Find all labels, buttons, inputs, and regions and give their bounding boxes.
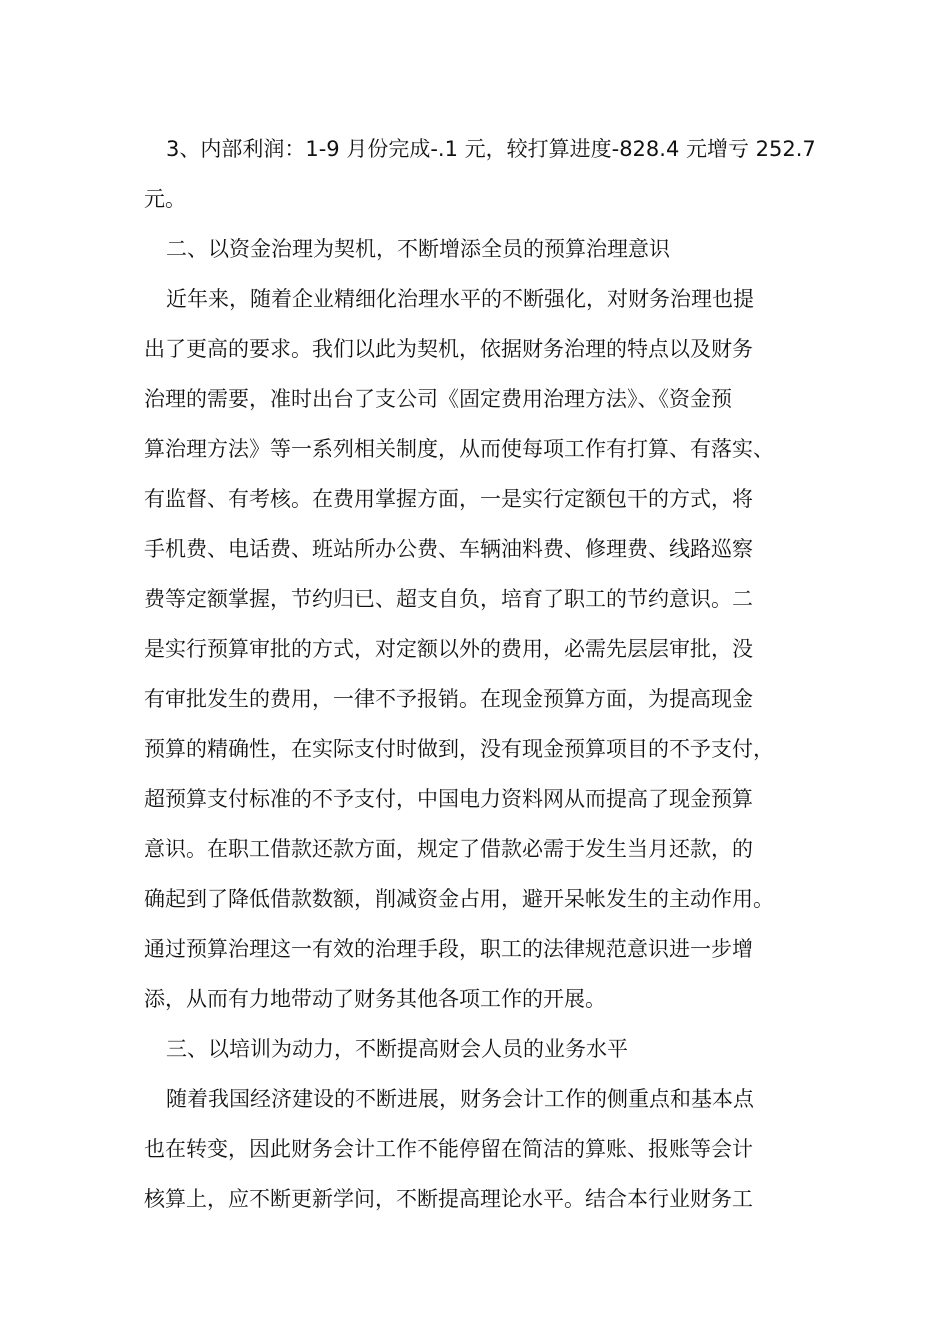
section-heading: 三、以培训为动力，不断提高财会人员的业务水平	[166, 1037, 628, 1061]
text-line: 随着我国经济建设的不断进展，财务会计工作的侧重点和基本点	[166, 1087, 754, 1111]
text-line: 有审批发生的费用，一律不予报销。在现金预算方面，为提高现金	[144, 687, 753, 711]
text-line: 手机费、电话费、班站所办公费、车辆油料费、修理费、线路巡察	[144, 537, 753, 561]
text-line: 预算的精确性，在实际支付时做到，没有现金预算项目的不予支付，	[144, 737, 774, 761]
text-line: 近年来，随着企业精细化治理水平的不断强化，对财务治理也提	[166, 287, 754, 311]
text-line: 3、内部利润：1-9 月份完成-.1 元，较打算进度-828.4 元增亏 252.7	[166, 137, 816, 161]
text-line: 治理的需要，准时出台了支公司《固定费用治理方法》、《资金预	[144, 387, 732, 411]
text-line: 通过预算治理这一有效的治理手段，职工的法律规范意识进一步增	[144, 937, 753, 961]
text-line: 有监督、有考核。在费用掌握方面，一是实行定额包干的方式，将	[144, 487, 753, 511]
text-line: 意识。在职工借款还款方面，规定了借款必需于发生当月还款，的	[144, 837, 753, 861]
text-line: 超预算支付标准的不予支付，中国电力资料网从而提高了现金预算	[144, 787, 753, 811]
text-line: 也在转变，因此财务会计工作不能停留在简洁的算账、报账等会计	[144, 1137, 753, 1161]
text-line: 是实行预算审批的方式，对定额以外的费用，必需先层层审批，没	[144, 637, 753, 661]
section-heading: 二、以资金治理为契机，不断增添全员的预算治理意识	[166, 237, 670, 261]
text-line: 算治理方法》等一系列相关制度，从而使每项工作有打算、有落实、	[144, 437, 774, 461]
text-line: 核算上，应不断更新学问，不断提高理论水平。结合本行业财务工	[144, 1187, 753, 1211]
text-line: 添，从而有力地带动了财务其他各项工作的开展。	[144, 987, 606, 1011]
text-line: 确起到了降低借款数额，削减资金占用，避开呆帐发生的主动作用。	[144, 887, 774, 911]
text-line: 元。	[144, 187, 186, 211]
text-line: 费等定额掌握，节约归已、超支自负，培育了职工的节约意识。二	[144, 587, 753, 611]
text-line: 出了更高的要求。我们以此为契机，依据财务治理的特点以及财务	[144, 337, 753, 361]
document-body	[144, 124, 820, 1224]
